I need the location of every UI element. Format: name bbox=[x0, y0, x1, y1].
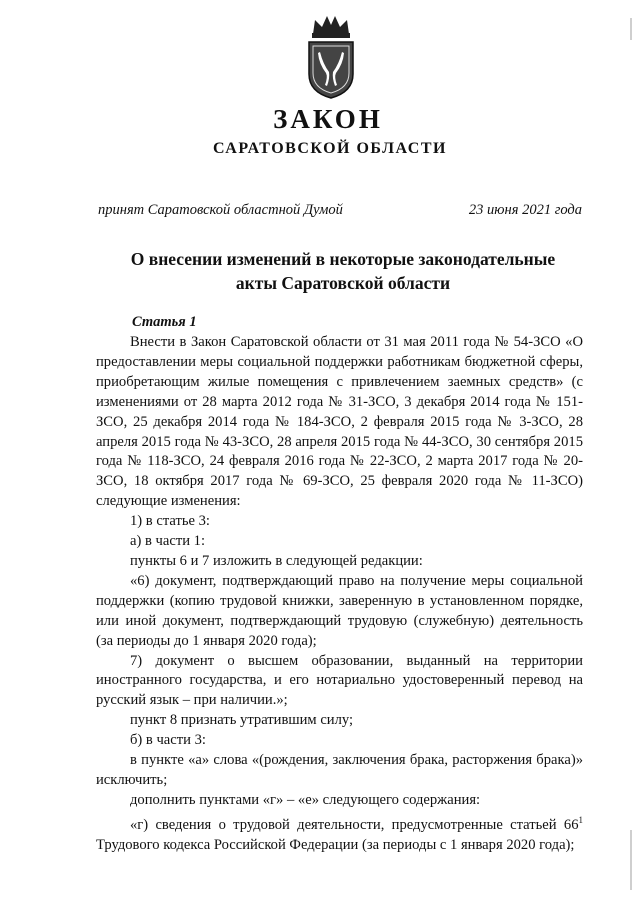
paragraph: 1) в статье 3: bbox=[130, 513, 210, 530]
coat-of-arms-icon bbox=[303, 12, 359, 100]
document-subtitle: САРАТОВСКОЙ ОБЛАСТИ bbox=[213, 140, 447, 157]
paragraph: б) в части 3: bbox=[130, 732, 206, 749]
paragraph: а) в части 1: bbox=[130, 533, 206, 550]
paragraph: Внести в Закон Саратовской области от 31 мая 2011 года № 54-ЗСО «О предоставлении меры социальной поддержки работникам бюджетной сферы, приобретающим жилые помещения с привлечением заемных средств» (с изменениями от 28 марта 2012 года № 31-ЗСО, 3 декабря 2014 года № 151-ЗСО, 25 декабря 2014 года № 184-ЗСО, 2 февраля 2015 года № 3-ЗСО, 28 апреля 2015 года № 43-ЗСО, 28 апреля 2015 года № 44-ЗСО, 30 сентября 2015 года № 118-ЗСО, 24 февраля 2016 года № 22-ЗСО, 2 марта 2017 года № 20-ЗСО, 18 октября 2017 года № 69-ЗСО, 25 февраля 2020 года № 11-ЗСО) следующие изменения: bbox=[96, 334, 583, 510]
paragraph bbox=[96, 811, 583, 856]
adopted-by: принят Саратовской областной Думой bbox=[98, 202, 343, 218]
article-label: Статья 1 bbox=[132, 314, 197, 330]
scan-margin-line bbox=[630, 830, 632, 890]
paragraph-text: Трудового кодекса Российской Федерации (за периоды с 1 января 2020 года); bbox=[96, 836, 575, 853]
scan-margin-line bbox=[630, 18, 632, 40]
law-title bbox=[96, 247, 590, 295]
paragraph: 7) документ о высшем образовании, выданный на территории иностранного государства, и его нотариально удостоверенный перевод на русский язык – при наличии.»; bbox=[96, 652, 583, 709]
paragraph-text: «г) сведения о трудовой деятельности, предусмотренные статьей 66 bbox=[130, 816, 579, 833]
document-title: ЗАКОН bbox=[273, 104, 383, 134]
paragraph: «6) документ, подтверждающий право на получение меры социальной поддержки (копию трудовой книжки, заверенную в установленном порядке, или иной документ, подтверждающий трудовую (служебную) деятельность (за периоды до 1 января 2020 года); bbox=[96, 572, 583, 649]
law-title-line-2: акты Саратовской области bbox=[235, 273, 451, 293]
law-title-line-1: О внесении изменений в некоторые законодательные bbox=[130, 249, 556, 269]
superscript: 1 bbox=[578, 814, 583, 825]
adoption-date: 23 июня 2021 года bbox=[468, 202, 582, 218]
paragraph: дополнить пунктами «г» – «е» следующего содержания: bbox=[130, 791, 481, 808]
paragraph: пункты 6 и 7 изложить в следующей редакции: bbox=[130, 552, 423, 569]
article-body bbox=[96, 333, 583, 855]
paragraph: пункт 8 признать утратившим силу; bbox=[130, 712, 354, 729]
paragraph: в пункте «а» слова «(рождения, заключения брака, расторжения брака)» исключить; bbox=[96, 752, 583, 788]
